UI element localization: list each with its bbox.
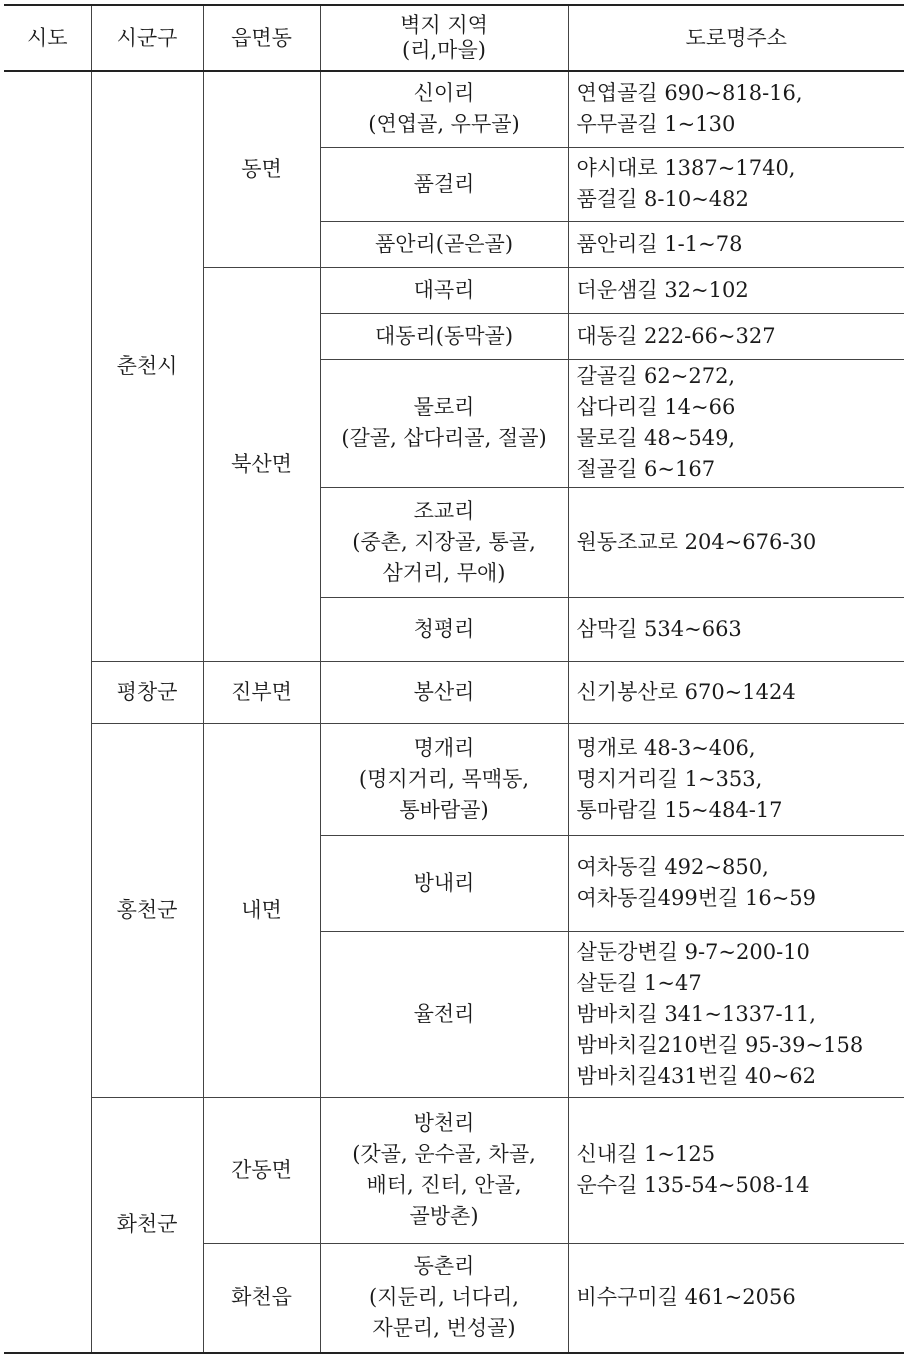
header-eupmyeondong: 읍면동: [203, 5, 320, 71]
header-sigungu: 시군구: [91, 5, 203, 71]
village-line: 품걸리: [413, 171, 475, 196]
address-line: 명개로 48-3~406,: [576, 735, 756, 760]
address-line: 연엽골길 690~818-16,: [576, 81, 803, 106]
village-cell: [320, 723, 568, 835]
village-cell: [320, 359, 568, 487]
header-road-address: 도로명주소: [568, 5, 904, 71]
header-village-line: 벽지 지역: [400, 13, 488, 37]
village-line: 대곡리: [413, 277, 475, 302]
village-cell: [320, 221, 568, 267]
address-cell: [568, 147, 904, 221]
address-cell: [568, 313, 904, 359]
village-line: 봉산리: [413, 679, 475, 704]
address-line: 여차동길 492~850,: [576, 855, 769, 879]
eupmyeondong-cell: 동면: [203, 71, 320, 267]
address-line: 야시대로 1387~1740,: [576, 156, 796, 180]
sigungu-cell: 춘천시: [91, 71, 203, 661]
address-line: 밤바치길431번길 40~62: [576, 1063, 817, 1088]
address-cell: [568, 723, 904, 835]
address-cell: [568, 931, 904, 1097]
address-line: 명지거리길 1~353,: [576, 766, 763, 791]
address-cell: [568, 359, 904, 487]
village-cell: [320, 931, 568, 1097]
header-village-line: (리,마을): [402, 38, 486, 62]
address-cell: [568, 1243, 904, 1353]
village-cell: [320, 835, 568, 931]
village-line: 통바람골): [399, 797, 489, 822]
eupmyeondong-cell: 화천읍: [203, 1243, 320, 1353]
village-line: (명지거리, 목맥동,: [358, 766, 530, 791]
eupmyeondong-cell: 내면: [203, 723, 320, 1097]
sigungu-cell: 화천군: [91, 1097, 203, 1353]
village-line: (연엽골, 우무골): [368, 112, 520, 137]
address-line: 품안리길 1-1~78: [576, 231, 743, 256]
address-line: 갈골길 62~272,: [576, 364, 736, 388]
village-cell: [320, 71, 568, 147]
village-line: 동촌리: [413, 1254, 475, 1279]
eupmyeondong-cell: 진부면: [203, 661, 320, 723]
village-line: 물로리: [413, 395, 475, 419]
village-cell: [320, 661, 568, 723]
village-line: 골방촌): [409, 1204, 479, 1228]
village-cell: [320, 597, 568, 661]
table-row: [4, 661, 904, 723]
village-line: 배터, 진터, 안골,: [366, 1173, 522, 1197]
village-line: 자문리, 번성골): [372, 1316, 516, 1341]
address-line: 살둔강변길 9-7~200-10: [576, 939, 810, 964]
village-line: 율전리: [413, 1001, 475, 1026]
village-cell: [320, 147, 568, 221]
village-line: 삼거리, 무애): [382, 560, 506, 585]
village-line: 신이리: [413, 81, 475, 106]
village-line: 방내리: [413, 870, 475, 895]
header-row: [4, 5, 904, 71]
village-cell: [320, 313, 568, 359]
address-line: 원동조교로 204~676-30: [576, 529, 817, 554]
address-line: 우무골길 1~130: [576, 112, 736, 137]
eupmyeondong-cell: 간동면: [203, 1097, 320, 1243]
village-line: 품안리(곧은골): [374, 231, 514, 256]
village-line: 명개리: [413, 735, 475, 760]
village-cell: [320, 1243, 568, 1353]
eupmyeondong-cell: 북산면: [203, 267, 320, 661]
village-line: (지둔리, 너다리,: [369, 1285, 519, 1310]
address-line: 물로길 48~549,: [576, 426, 736, 450]
village-line: 조교리: [413, 498, 475, 523]
address-cell: [568, 71, 904, 147]
address-line: 품걸길 8-10~482: [576, 187, 749, 211]
address-cell: [568, 597, 904, 661]
address-line: 신기봉산로 670~1424: [576, 679, 796, 704]
address-line: 통마람길 15~484-17: [576, 797, 783, 822]
village-cell: [320, 267, 568, 313]
address-line: 절골길 6~167: [576, 457, 716, 481]
address-line: 대동길 222-66~327: [576, 323, 776, 348]
address-cell: [568, 835, 904, 931]
address-line: 더운샘길 32~102: [576, 277, 749, 302]
address-line: 밤바치길 341~1337-11,: [576, 1001, 816, 1026]
address-line: 살둔길 1~47: [576, 970, 702, 995]
sido-cell: [4, 71, 91, 1353]
village-line: (갈골, 삽다리골, 절골): [341, 426, 547, 450]
header-village: [320, 5, 568, 71]
village-cell: [320, 1097, 568, 1243]
header-sido: 시도: [4, 5, 91, 71]
village-line: (갓골, 운수골, 차골,: [352, 1142, 536, 1166]
table-row: [4, 723, 904, 835]
address-cell: [568, 1097, 904, 1243]
table-row: [4, 71, 904, 147]
remote-area-table: [4, 4, 904, 1354]
table-row: [4, 1097, 904, 1243]
address-cell: [568, 661, 904, 723]
village-line: 방천리: [413, 1111, 475, 1135]
sigungu-cell: 평창군: [91, 661, 203, 723]
address-line: 비수구미길 461~2056: [576, 1285, 796, 1310]
village-line: 청평리: [413, 616, 475, 641]
address-line: 밤바치길210번길 95-39~158: [576, 1032, 864, 1057]
address-line: 삽다리길 14~66: [576, 395, 736, 419]
village-line: (중촌, 지장골, 통골,: [352, 529, 536, 554]
address-cell: [568, 221, 904, 267]
address-cell: [568, 267, 904, 313]
address-line: 삼막길 534~663: [576, 616, 742, 641]
sigungu-cell: 홍천군: [91, 723, 203, 1097]
address-line: 운수길 135-54~508-14: [576, 1173, 810, 1197]
address-line: 여차동길499번길 16~59: [576, 886, 817, 910]
address-cell: [568, 487, 904, 597]
village-cell: [320, 487, 568, 597]
village-line: 대동리(동막골): [374, 323, 514, 348]
address-line: 신내길 1~125: [576, 1142, 716, 1166]
